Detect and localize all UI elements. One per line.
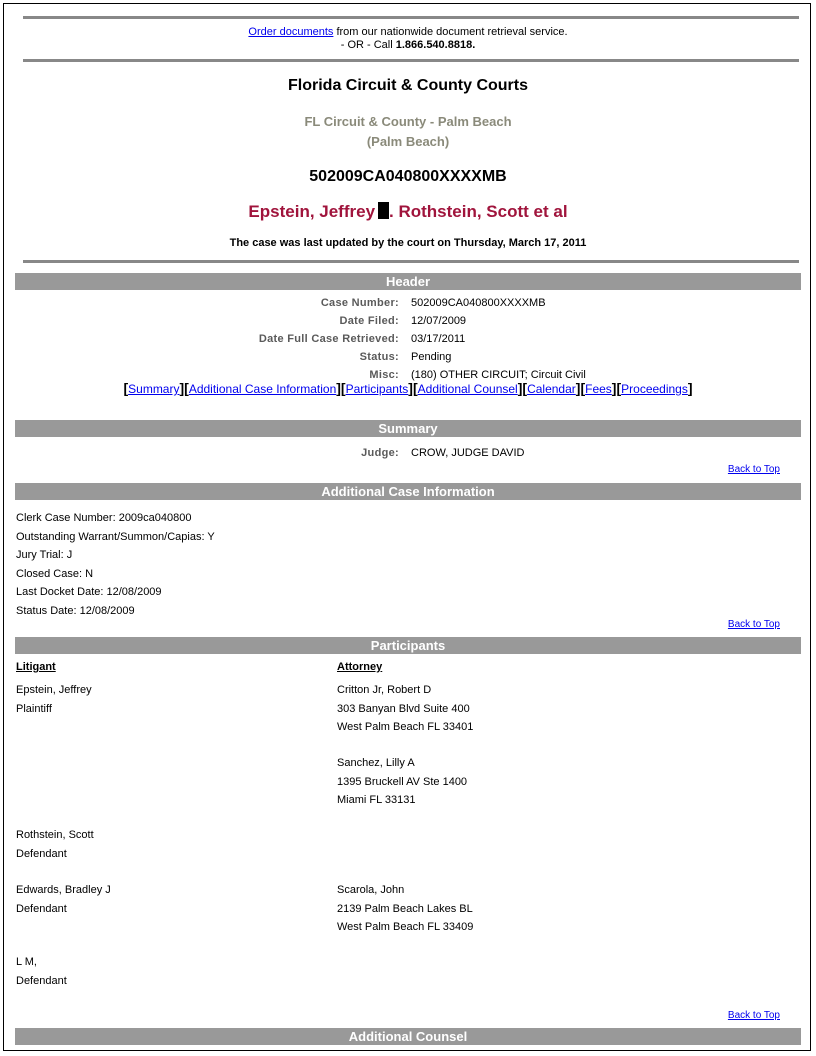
nav-bracket: ] [575,380,581,396]
attorney-address-line: 303 Banyan Blvd Suite 400 [337,702,470,715]
section-bar-additional-counsel: Additional Counsel [15,1028,801,1045]
header-field-value: 03/17/2011 [411,333,466,345]
nav-bracket: [ [580,380,586,396]
header-field-label: Date Full Case Retrieved: [258,333,399,345]
attorney-address-line: Miami FL 33131 [337,794,416,806]
rule-3 [23,260,799,263]
redaction-block [378,202,389,219]
additional-info-line: Outstanding Warrant/Summon/Capias: Y [16,530,215,543]
nav-bracket: ] [517,380,523,396]
nav-link-summary[interactable]: Summary [128,382,180,396]
section-bar-participants: Participants [15,637,801,654]
nav-bracket: [ [616,380,622,396]
header-field-value: (180) OTHER CIRCUIT; Circuit Civil [411,369,586,381]
section-bar-additional-info: Additional Case Information [15,483,801,500]
nav-bracket: ] [336,380,341,396]
litigant-role: Defendant [16,974,67,987]
header-field-row [4,296,811,311]
nav-link-additional-case-information[interactable]: Additional Case Information [188,382,337,396]
litigant-name: Edwards, Bradley J [16,884,111,896]
nav-link-additional-counsel[interactable]: Additional Counsel [417,382,518,396]
call-prefix: - OR - Call [340,39,396,51]
nav-link-participants[interactable]: Participants [345,382,409,396]
court-division: FL Circuit & County - Palm Beach [304,114,512,129]
back-to-top-link[interactable]: Back to Top [727,619,780,630]
litigant-column-header: Litigant [16,661,56,673]
litigant-name: L M, [16,956,37,968]
order-text: from our nationwide document retrieval service. [333,26,568,38]
judge-row [4,446,811,461]
nav-bracket: [ [412,380,418,396]
call-line [4,39,811,51]
last-updated: The case was last updated by the court on Thursday, March 17, 2011 [229,237,587,249]
nav-bracket: ] [179,380,185,396]
attorney-column-header: Attorney [337,661,383,673]
attorney-name: Critton Jr, Robert D [337,684,432,696]
additional-info-line: Clerk Case Number: 2009ca040800 [16,512,192,524]
header-field-row [4,350,811,365]
court-name: Florida Circuit & County Courts [288,77,528,94]
litigant-role: Defendant [16,847,67,860]
header-field-label: Status: [359,351,399,363]
litigant-name: Epstein, Jeffrey [16,684,92,696]
nav-link-proceedings[interactable]: Proceedings [621,382,688,396]
judge-label: Judge: [361,447,399,459]
section-bar-summary: Summary [15,420,801,437]
parties-right: . Rothstein, Scott et al [389,202,568,221]
header-field-value: 502009CA040800XXXXMB [411,297,546,309]
litigant-role: Defendant [16,902,67,915]
header-field-label: Case Number: [320,297,399,309]
nav-bracket: [ [123,380,129,396]
header-field-row [4,332,811,347]
order-documents-link[interactable]: Order documents [248,26,334,38]
litigant-name: Rothstein, Scott [16,829,94,841]
header-field-value: 12/07/2009 [411,315,467,327]
section-bar-header: Header [15,273,801,290]
rule-2 [23,59,799,62]
back-to-top-link[interactable]: Back to Top [727,464,780,475]
back-to-top-link[interactable]: Back to Top [727,1010,780,1021]
top-rule [23,16,799,19]
nav-bracket: ] [408,380,413,396]
nav-link-fees[interactable]: Fees [585,382,612,396]
attorney-name: Scarola, John [337,884,405,896]
order-line [4,26,811,38]
header-field-row [4,314,811,329]
additional-info-line: Closed Case: N [16,567,94,580]
nav-bracket: ] [611,380,617,396]
header-field-label: Date Filed: [339,315,399,327]
nav-bracket: ] [687,380,693,396]
document-page [3,3,811,1051]
nav-bracket: [ [184,380,189,396]
header-field-value: Pending [411,351,452,363]
additional-info-line: Last Docket Date: 12/08/2009 [16,586,162,598]
case-number-title: 502009CA040800XXXXMB [309,168,507,185]
litigant-role: Plaintiff [16,702,52,715]
attorney-address-line: 1395 Bruckell AV Ste 1400 [337,775,468,788]
nav-bracket: [ [340,380,346,396]
phone-number: 1.866.540.8818. [395,39,476,51]
attorney-name: Sanchez, Lilly A [337,757,415,769]
additional-info-line: Status Date: 12/08/2009 [16,604,135,617]
section-nav [4,380,811,396]
attorney-address-line: 2139 Palm Beach Lakes BL [337,902,473,915]
nav-link-calendar[interactable]: Calendar [527,382,576,396]
nav-bracket: [ [522,380,528,396]
parties-left: Epstein, Jeffrey [248,202,376,221]
header-field-label: Misc: [369,369,399,381]
judge-value: CROW, JUDGE DAVID [411,447,525,459]
additional-info-line: Jury Trial: J [16,549,73,561]
attorney-address-line: West Palm Beach FL 33409 [337,921,474,933]
court-county: (Palm Beach) [366,134,450,149]
attorney-address-line: West Palm Beach FL 33401 [337,721,474,733]
case-parties-title [4,202,811,222]
